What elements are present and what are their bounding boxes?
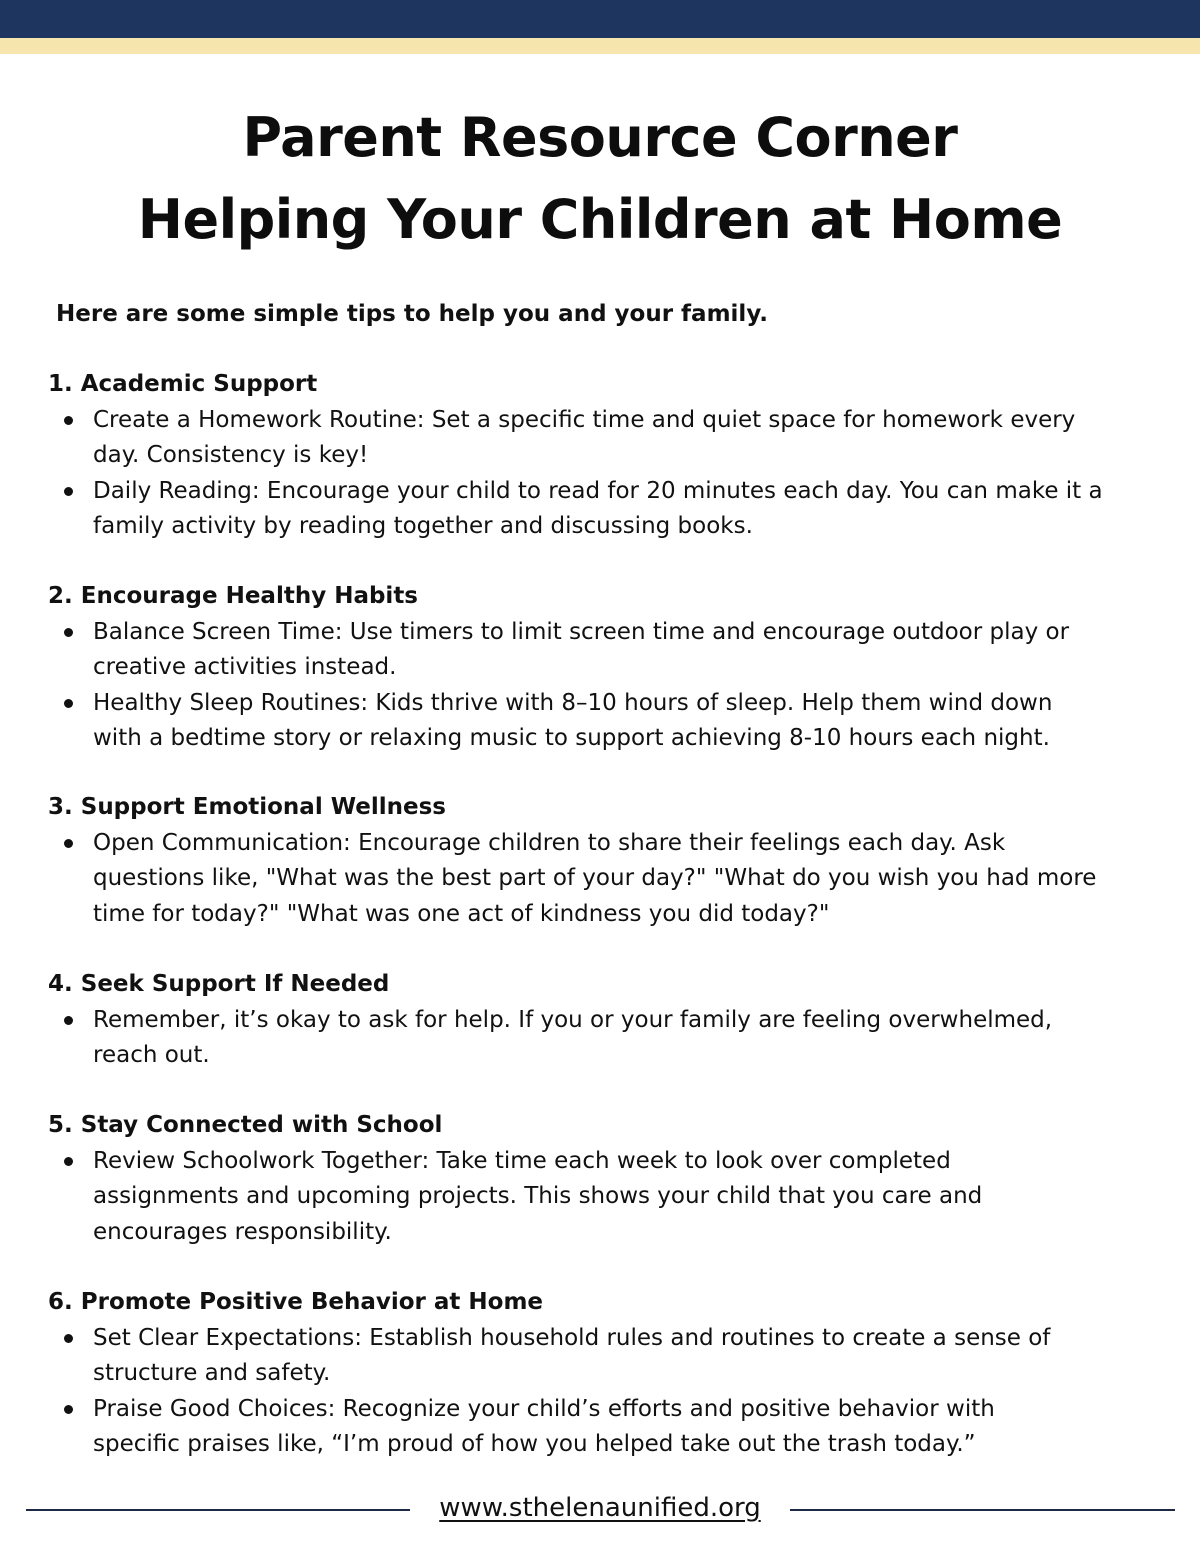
section-healthy-habits: [48, 580, 1168, 756]
bullet-item: [48, 1144, 1168, 1250]
page-title: Parent Resource Corner: [242, 106, 958, 169]
section-heading: 5. Stay Connected with School: [48, 1112, 443, 1138]
page-subtitle: Helping Your Children at Home: [137, 188, 1063, 251]
bullet-dot-icon: [64, 839, 73, 848]
section-stay-connected: [48, 1109, 1168, 1250]
bullet-item: [48, 615, 1168, 686]
bullet-item: [48, 686, 1168, 757]
section-heading: 2. Encourage Healthy Habits: [48, 583, 418, 609]
bullet-item: [48, 1321, 1168, 1392]
bullet-dot-icon: [64, 1016, 73, 1025]
section-positive-behavior: [48, 1286, 1168, 1462]
footer-divider-left: [26, 1509, 410, 1511]
section-heading: 6. Promote Positive Behavior at Home: [48, 1289, 544, 1315]
bullet-list: [48, 1321, 1168, 1462]
section-academic-support: [48, 368, 1168, 544]
footer-website-link[interactable]: www.sthelenaunified.org: [439, 1493, 761, 1523]
bullet-text: Set Clear Expectations: Establish household rules and routines to create a sense of structure and safety.: [93, 1325, 1051, 1387]
bullet-text: Healthy Sleep Routines: Kids thrive with 8–10 hours of sleep. Help them wind down with a bedtime story or relaxing music to support achieving 8-10 hours each night.: [93, 689, 1053, 751]
bullet-text: Open Communication: Encourage children to share their feelings each day. Ask questions like, "What was the best part of your day?" "What do you wish you had more time for today?" "What was one act of kindness you did today?": [93, 830, 1097, 927]
bullet-item: [48, 826, 1168, 932]
section-heading: 4. Seek Support If Needed: [48, 971, 390, 997]
section-heading: 1. Academic Support: [48, 371, 318, 397]
header-gold-band: [0, 38, 1200, 54]
header-navy-band: [0, 0, 1200, 38]
section-heading: 3. Support Emotional Wellness: [48, 794, 446, 820]
bullet-text: Create a Homework Routine: Set a specific time and quiet space for homework every day. Consistency is key!: [93, 407, 1076, 469]
bullet-list: [48, 403, 1168, 544]
bullet-item: [48, 1003, 1168, 1074]
bullet-text: Review Schoolwork Together: Take time each week to look over completed assignments and upcoming projects. This shows your child that you care and encourages responsibility.: [93, 1148, 983, 1245]
bullet-list: [48, 826, 1168, 932]
bullet-item: [48, 403, 1168, 474]
bullet-dot-icon: [64, 628, 73, 637]
section-emotional-wellness: [48, 791, 1168, 932]
bullet-dot-icon: [64, 699, 73, 708]
bullet-dot-icon: [64, 416, 73, 425]
intro-text: Here are some simple tips to help you and your family.: [56, 301, 768, 327]
bullet-dot-icon: [64, 1334, 73, 1343]
bullet-text: Remember, it’s okay to ask for help. If you or your family are feeling overwhelmed, reach out.: [93, 1007, 1053, 1069]
bullet-dot-icon: [64, 487, 73, 496]
bullet-text: Praise Good Choices: Recognize your child’s efforts and positive behavior with specific praises like, “I’m proud of how you helped take out the trash today.”: [93, 1395, 995, 1457]
bullet-list: [48, 1144, 1168, 1250]
bullet-text: Daily Reading: Encourage your child to read for 20 minutes each day. You can make it a family activity by reading together and discussing books.: [93, 477, 1103, 539]
footer-divider-right: [790, 1509, 1175, 1511]
bullet-dot-icon: [64, 1157, 73, 1166]
bullet-list: [48, 1003, 1168, 1074]
bullet-list: [48, 615, 1168, 756]
section-seek-support: [48, 968, 1168, 1074]
bullet-dot-icon: [64, 1405, 73, 1414]
bullet-item: [48, 474, 1168, 545]
bullet-item: [48, 1392, 1168, 1463]
bullet-text: Balance Screen Time: Use timers to limit screen time and encourage outdoor play or creative activities instead.: [93, 619, 1070, 681]
